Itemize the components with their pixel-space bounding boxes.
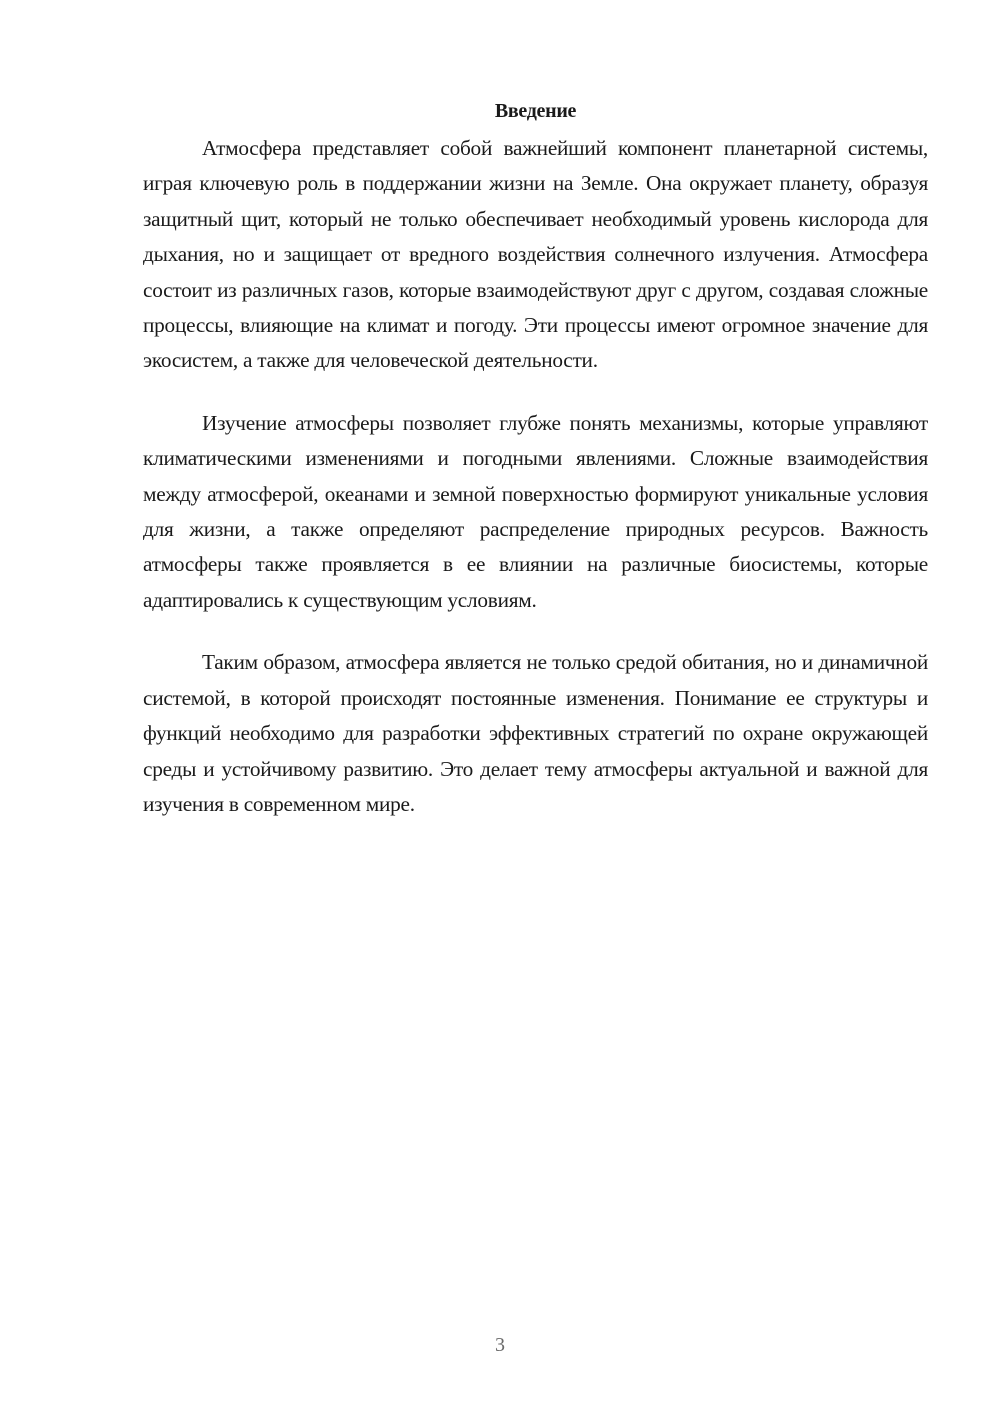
- paragraph-2: Изучение атмосферы позволяет глубже понять механизмы, которые управляют климатическими изменениями и погодными явлениями. Сложные взаимодействия между атмосферой, океанами и земной поверхностью формируют уникальные условия для жизни, а также определяют распределение природных ресурсов. Важность атмосферы также проявляется в ее влиянии на различные биосистемы, которые адаптировались к существующим условиям.: [143, 410, 928, 612]
- page-number: 3: [495, 1334, 505, 1356]
- section-title: Введение: [494, 100, 577, 122]
- paragraph-1: Атмосфера представляет собой важнейший компонент планетарной системы, играя ключевую роль в поддержании жизни на Земле. Она окружает планету, образуя защитный щит, который не только обеспечивает необходимый уровень кислорода для дыхания, но и защищает от вредного воздействия солнечного излучения. Атмосфера состоит из различных газов, которые взаимодействуют друг с другом, создавая сложные процессы, влияющие на климат и погоду. Эти процессы имеют огромное значение для экосистем, а также для человеческой деятельности.: [143, 136, 928, 373]
- document-page: [143, 94, 928, 822]
- paragraph-3: Таким образом, атмосфера является не только средой обитания, но и динамичной системой, в которой происходят постоянные изменения. Понимание ее структуры и функций необходимо для разработки эффективных стратегий по охране окружающей среды и устойчивому развитию. Это делает тему атмосферы актуальной и важной для изучения в современном мире.: [143, 650, 928, 816]
